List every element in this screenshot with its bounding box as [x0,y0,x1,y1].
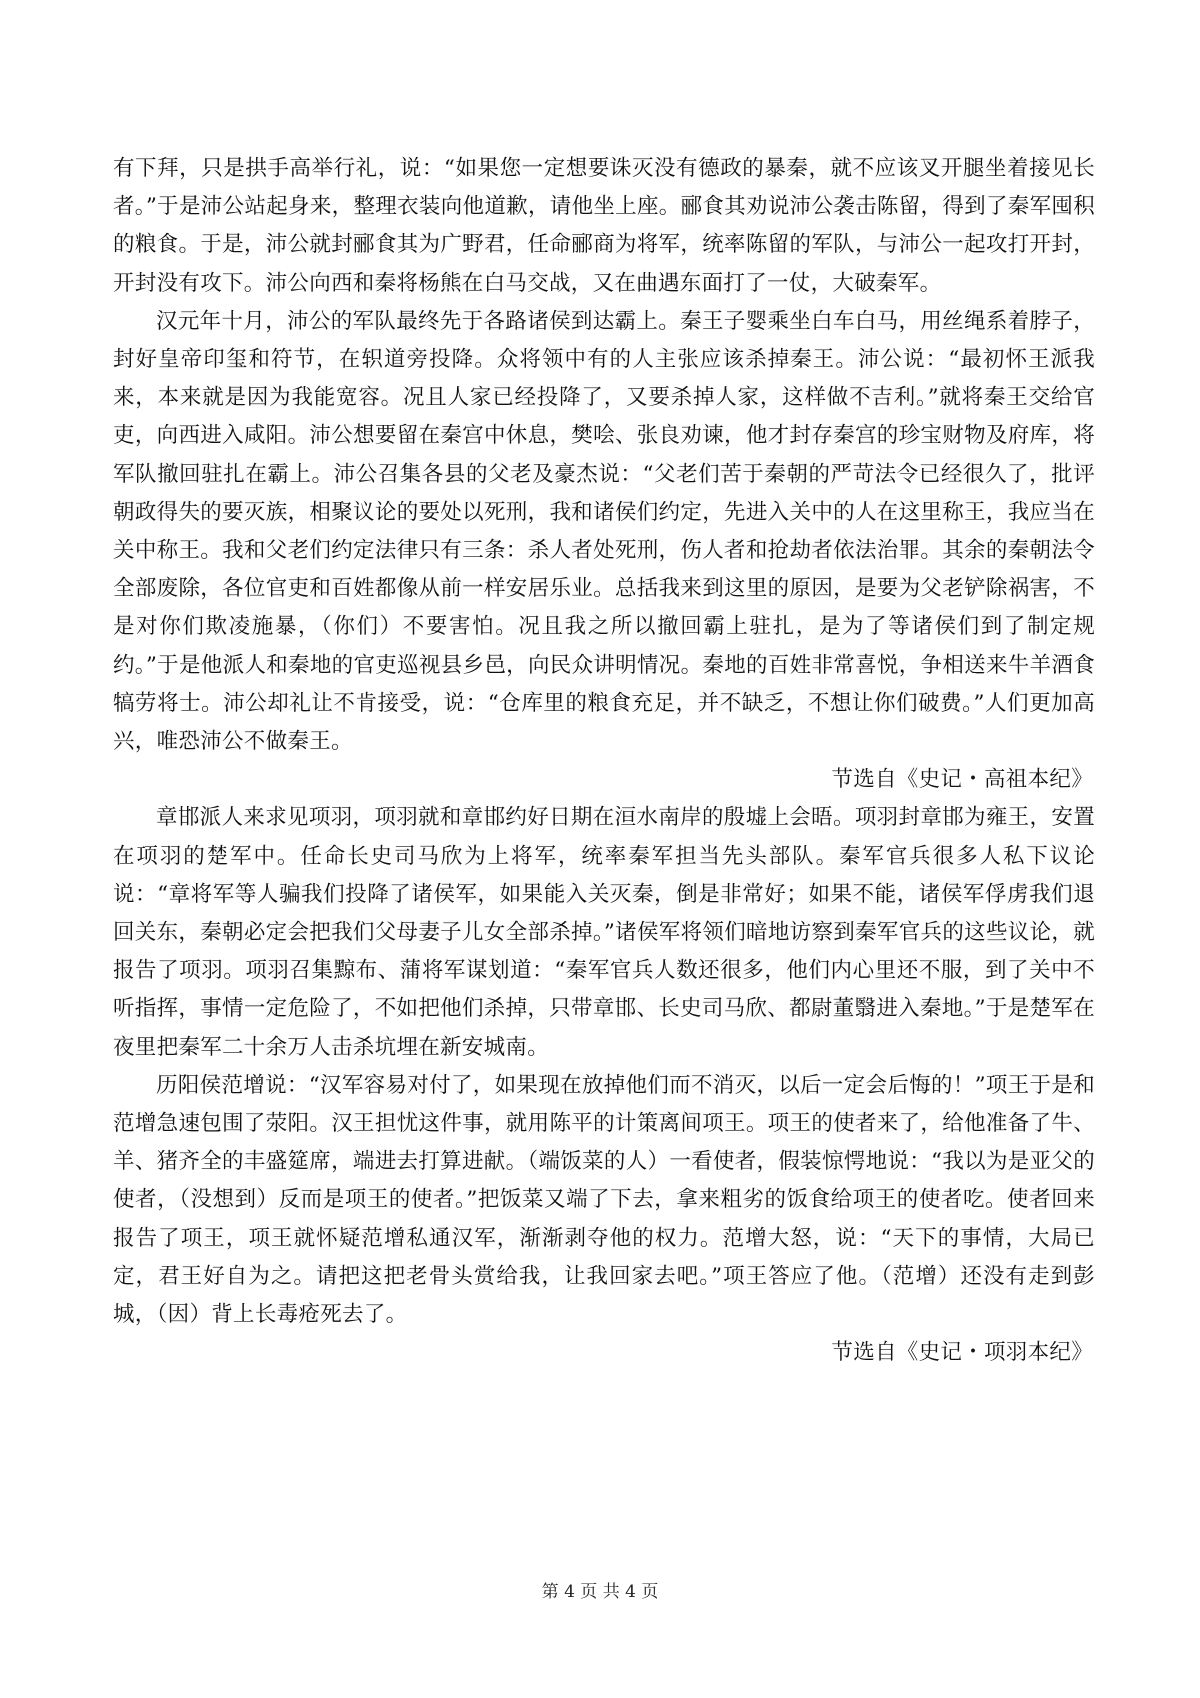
paragraph-2: 汉元年十月，沛公的军队最终先于各路诸侯到达霸上。秦王子婴乘坐白车白马，用丝绳系着脖子，封好皇帝印玺和符节，在轵道旁投降。众将领中有的人主张应该杀掉秦王。沛公说：“最初怀王派我来，本来就是因为我能宽容。况且人家已经投降了，又要杀掉人家，这样做不吉利。”就将秦王交给官吏，向西进入咸阳。沛公想要留在秦宫中休息，樊哙、张良劝谏，他才封存秦宫的珍宝财物及府库，将军队撤回驻扎在霸上。沛公召集各县的父老及豪杰说：“父老们苦于秦朝的严苛法令已经很久了，批评朝政得失的要灭族，相聚议论的要处以死刑，我和诸侯们约定，先进入关中的人在这里称王，我应当在关中称王。我和父老们约定法律只有三条：杀人者处死刑，伤人者和抢劫者依法治罪。其余的秦朝法令全部废除，各位官吏和百姓都像从前一样安居乐业。总括我来到这里的原因，是要为父老铲除祸害，不是对你们欺凌施暴，（你们）不要害怕。况且我之所以撤回霸上驻扎，是为了等诸侯们到了制定规约。”于是他派人和秦地的官吏巡视县乡邑，向民众讲明情况。秦地的百姓非常喜悦，争相送来牛羊酒食犒劳将士。沛公却礼让不肯接受，说：“仓库里的粮食充足，并不缺乏，不想让你们破费。”人们更加高兴，唯恐沛公不做秦王。 [113,308,1095,755]
paragraph-3: 章邯派人来求见项羽，项羽就和章邯约好日期在洹水南岸的殷墟上会晤。项羽封章邯为雍王，安置在项羽的楚军中。任命长史司马欣为上将军，统率秦军担当先头部队。秦军官兵很多人私下议论说：“章将军等人骗我们投降了诸侯军，如果能入关灭秦，倒是非常好；如果不能，诸侯军俘虏我们退回关东，秦朝必定会把我们父母妻子儿女全部杀掉。”诸侯军将领们暗地访察到秦军官兵的这些议论，就报告了项羽。项羽召集黥布、蒲将军谋划道：“秦军官兵人数还很多，他们内心里还不服，到了关中不听指挥，事情一定危险了，不如把他们杀掉，只带章邯、长史司马欣、都尉董翳进入秦地。”于是楚军在夜里把秦军二十余万人击杀坑埋在新安城南。 [113,805,1095,1060]
document-body [113,150,1095,1373]
source-citation-2: 节选自《史记・项羽本纪》 [831,1340,1093,1366]
paragraph-1: 有下拜，只是拱手高举行礼，说：“如果您一定想要诛灭没有德政的暴秦，就不应该叉开腿坐着接见长者。”于是沛公站起身来，整理衣装向他道歉，请他坐上座。郦食其劝说沛公袭击陈留，得到了秦军囤积的粮食。于是，沛公就封郦食其为广野君，任命郦商为将军，统率陈留的军队，与沛公一起攻打开封，开封没有攻下。沛公向西和秦将杨熊在白马交战，又在曲遇东面打了一仗，大破秦军。 [113,156,1095,296]
source-citation-1: 节选自《史记・高祖本纪》 [831,767,1093,793]
paragraph-4: 历阳侯范增说：“汉军容易对付了，如果现在放掉他们而不消灭，以后一定会后悔的！”项王于是和范增急速包围了荥阳。汉王担忧这件事，就用陈平的计策离间项王。项王的使者来了，给他准备了牛、羊、猪齐全的丰盛筵席，端进去打算进献。（端饭菜的人）一看使者，假装惊愕地说：“我以为是亚父的使者，（没想到）反而是项王的使者。”把饭菜又端了下去，拿来粗劣的饭食给项王的使者吃。使者回来报告了项王，项王就怀疑范增私通汉军，渐渐剥夺他的权力。范增大怒，说：“天下的事情，大局已定，君王好自为之。请把这把老骨头赏给我，让我回家去吧。”项王答应了他。（范增）还没有走到彭城，（因）背上长毒疮死去了。 [113,1072,1095,1328]
page-number-footer: 第 4 页 共 4 页 [541,1582,659,1602]
